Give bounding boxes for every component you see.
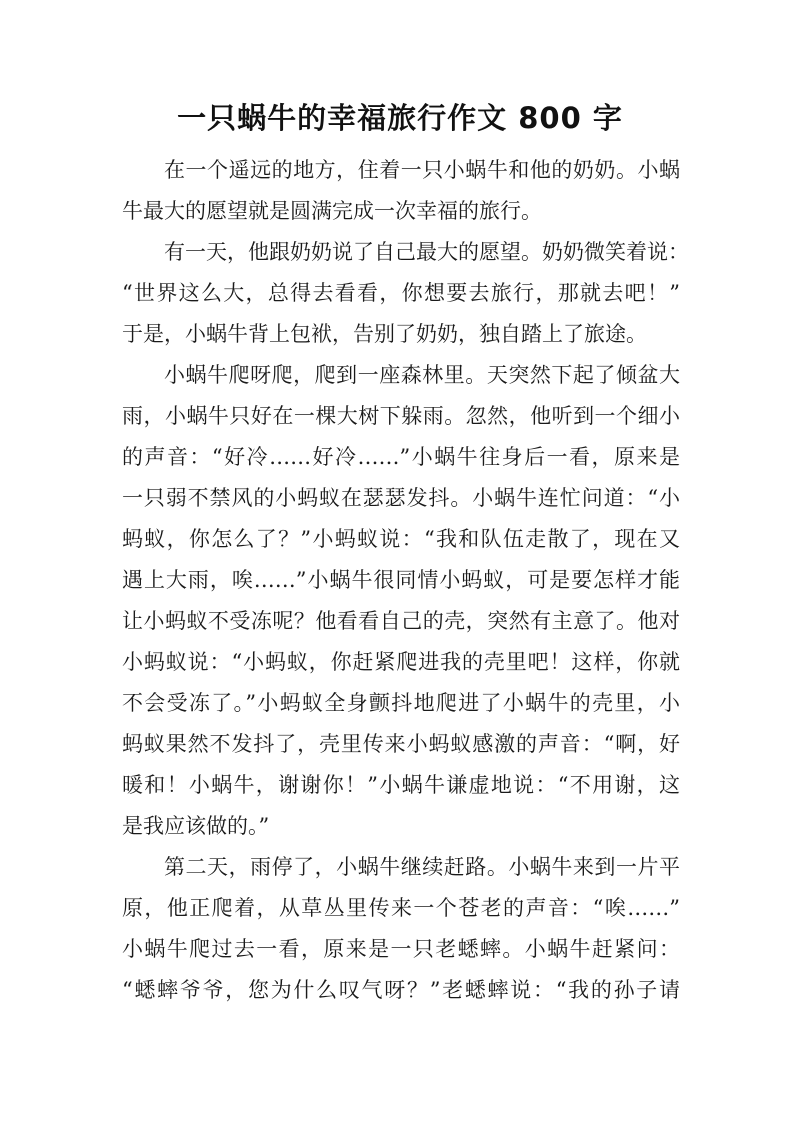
text-line: 小蚂蚁说：“小蚂蚁，你赶紧爬进我的壳里吧！这样，你就 [122, 650, 680, 674]
text-line: 让小蚂蚁不受冻呢？他看看自己的壳，突然有主意了。他对 [122, 609, 680, 633]
text-line: “世界这么大，总得去看看，你想要去旅行，那就去吧！” [122, 281, 680, 305]
text-line: 于是，小蜗牛背上包袱，告别了奶奶，独自踏上了旅途。 [122, 322, 647, 346]
text-line: 遇上大雨，唉……”小蜗牛很同情小蚂蚁，可是要怎样才能 [122, 568, 680, 592]
text-line: 小蜗牛爬呀爬，爬到一座森林里。天突然下起了倾盆大 [164, 363, 680, 387]
document-title: 一只蜗牛的幸福旅行作文 800 字 [177, 101, 623, 135]
text-line: 一只弱不禁风的小蚂蚁在瑟瑟发抖。小蜗牛连忙问道：“小 [122, 486, 680, 510]
text-line: 在一个遥远的地方，住着一只小蜗牛和他的奶奶。小蜗 [164, 158, 680, 182]
text-line: 不会受冻了。”小蚂蚁全身颤抖地爬进了小蜗牛的壳里，小 [122, 691, 680, 715]
text-line: 的声音：“好冷……好冷……”小蜗牛往身后一看，原来是 [122, 445, 680, 469]
text-line: “蟋蟀爷爷，您为什么叹气呀？”老蟋蟀说：“我的孙子请 [122, 978, 680, 1002]
text-line: 小蜗牛爬过去一看，原来是一只老蟋蟀。小蜗牛赶紧问： [122, 937, 680, 961]
text-line: 蚂蚁果然不发抖了，壳里传来小蚂蚁感激的声音：“啊，好 [122, 732, 680, 756]
text-line: 第二天，雨停了，小蜗牛继续赶路。小蜗牛来到一片平 [164, 855, 680, 879]
text-line: 是我应该做的。” [122, 814, 270, 838]
text-line: 牛最大的愿望就是圆满完成一次幸福的旅行。 [122, 199, 542, 223]
text-line: 原，他正爬着，从草丛里传来一个苍老的声音：“唉……” [122, 896, 680, 920]
text-line: 暖和！小蜗牛，谢谢你！”小蜗牛谦虚地说：“不用谢，这 [122, 773, 680, 797]
text-line: 雨，小蜗牛只好在一棵大树下躲雨。忽然，他听到一个细小 [122, 404, 680, 428]
text-line: 有一天，他跟奶奶说了自己最大的愿望。奶奶微笑着说： [164, 240, 689, 264]
text-line: 蚂蚁，你怎么了？”小蚂蚁说：“我和队伍走散了，现在又 [122, 527, 680, 551]
document-body [122, 150, 689, 1011]
